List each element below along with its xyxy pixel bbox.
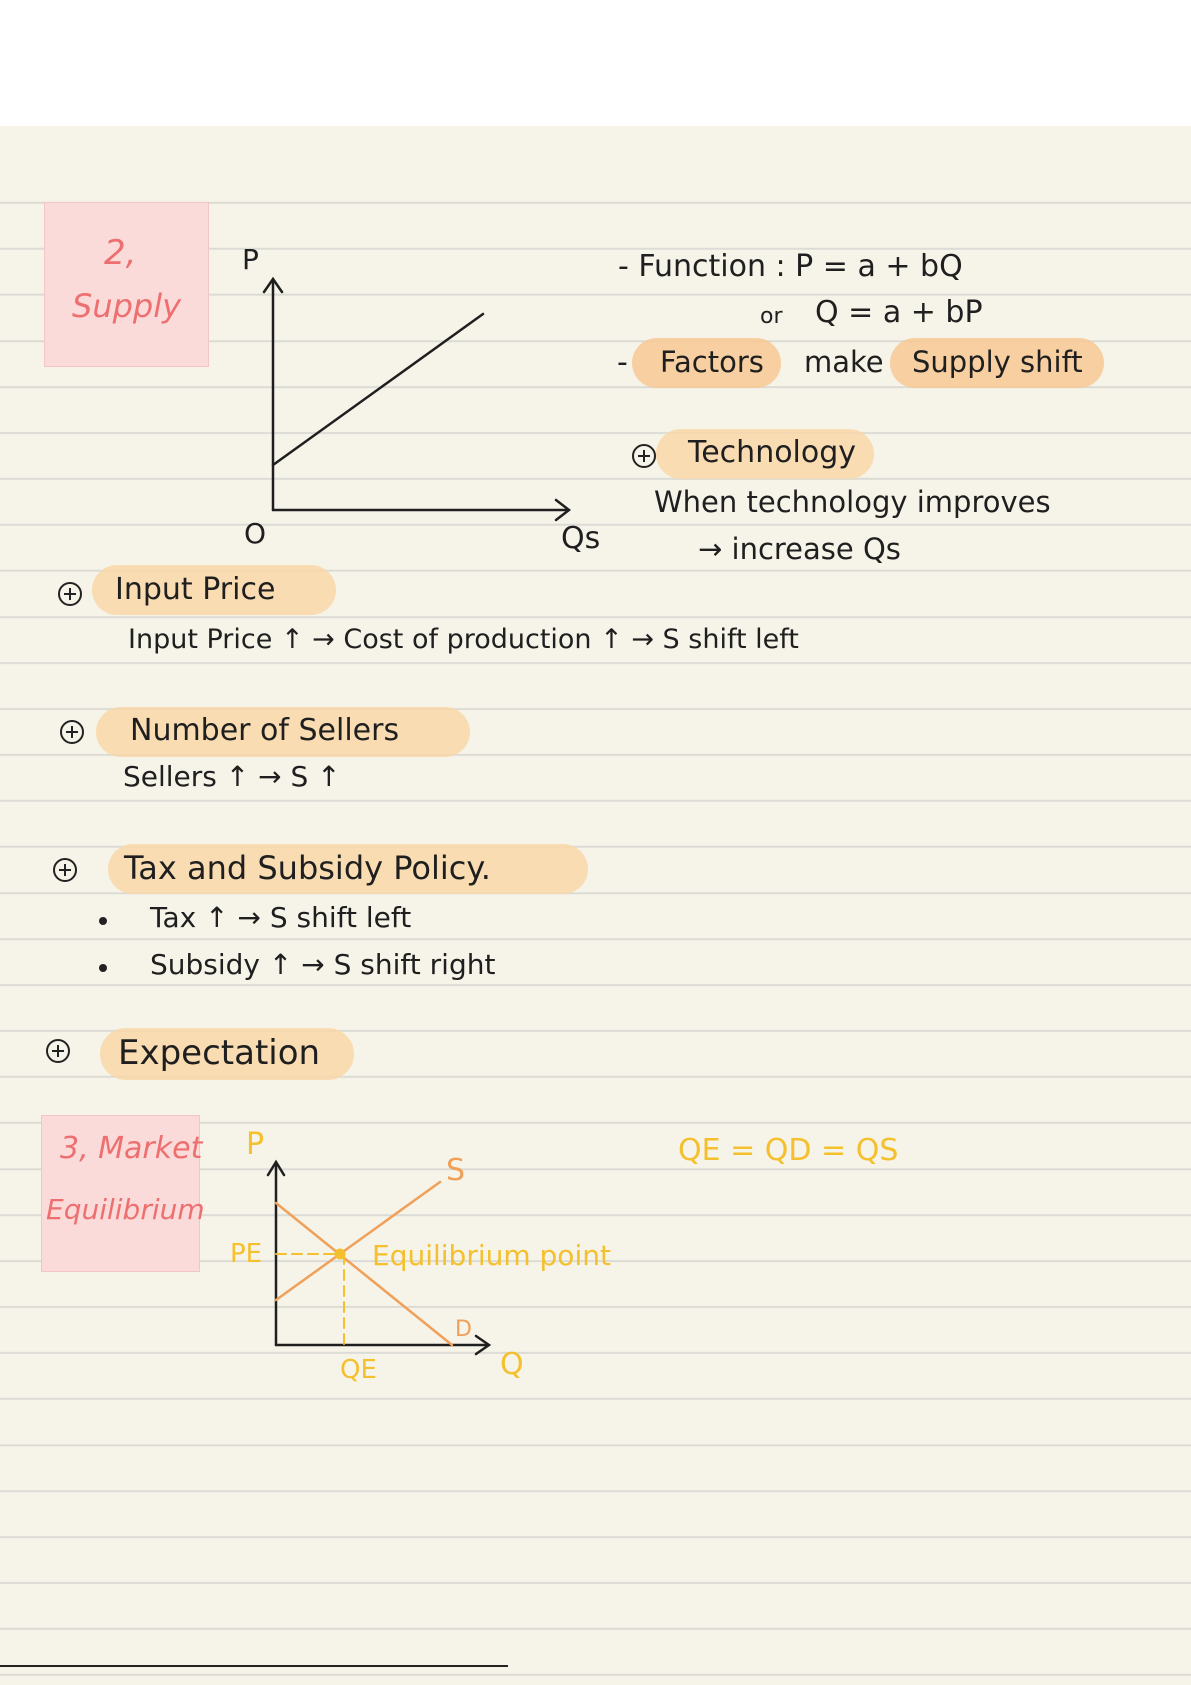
subsidy-bullet-text: Subsidy ↑ → S shift right xyxy=(150,948,496,981)
sellers-detail: Sellers ↑ → S ↑ xyxy=(123,760,341,793)
function-or: or xyxy=(760,304,783,329)
eq-supply-label: S xyxy=(446,1153,466,1188)
eq-demand-label: D xyxy=(455,1317,472,1342)
section-2-title: Supply xyxy=(72,287,182,325)
technology-line2: → increase Qs xyxy=(698,532,901,566)
function-alt: Q = a + bP xyxy=(815,295,983,330)
equilibrium-formula: QE = QD = QS xyxy=(678,1133,899,1168)
equilibrium-point-dot xyxy=(335,1249,345,1259)
section-3-title-line2: Equilibrium xyxy=(46,1193,205,1226)
tax-subsidy-title: Tax and Subsidy Policy. xyxy=(124,849,491,887)
eq-quantity-label: QE xyxy=(340,1355,377,1385)
supply-origin-label: O xyxy=(244,517,267,550)
eq-x-label: Q xyxy=(500,1347,524,1382)
sellers-title: Number of Sellers xyxy=(130,713,400,748)
factors-word: Factors xyxy=(660,345,764,379)
section-2-number: 2, xyxy=(104,233,137,273)
supply-x-label: Qs xyxy=(561,521,601,556)
function-line: - Function : P = a + bQ xyxy=(618,249,963,284)
demand-line xyxy=(276,1203,452,1345)
eq-point-label: Equilibrium point xyxy=(372,1239,611,1272)
expectation-title: Expectation xyxy=(118,1033,321,1073)
tax-bullet-text: Tax ↑ → S shift left xyxy=(150,901,412,934)
eq-y-label: P xyxy=(246,1127,265,1162)
supply-y-label: P xyxy=(242,243,259,276)
eq-price-label: PE xyxy=(230,1239,263,1269)
bottom-rule xyxy=(0,1665,508,1667)
technology-line1: When technology improves xyxy=(654,485,1051,519)
input-price-detail: Input Price ↑ → Cost of production ↑ → S shift left xyxy=(128,624,799,655)
input-price-title: Input Price xyxy=(115,572,276,607)
section-3-title-line1: 3, Market xyxy=(60,1131,203,1166)
supply-shift-word: Supply shift xyxy=(912,345,1083,379)
make-word: make xyxy=(804,345,884,379)
factors-dash: - xyxy=(617,345,628,380)
technology-title: Technology xyxy=(688,435,857,470)
